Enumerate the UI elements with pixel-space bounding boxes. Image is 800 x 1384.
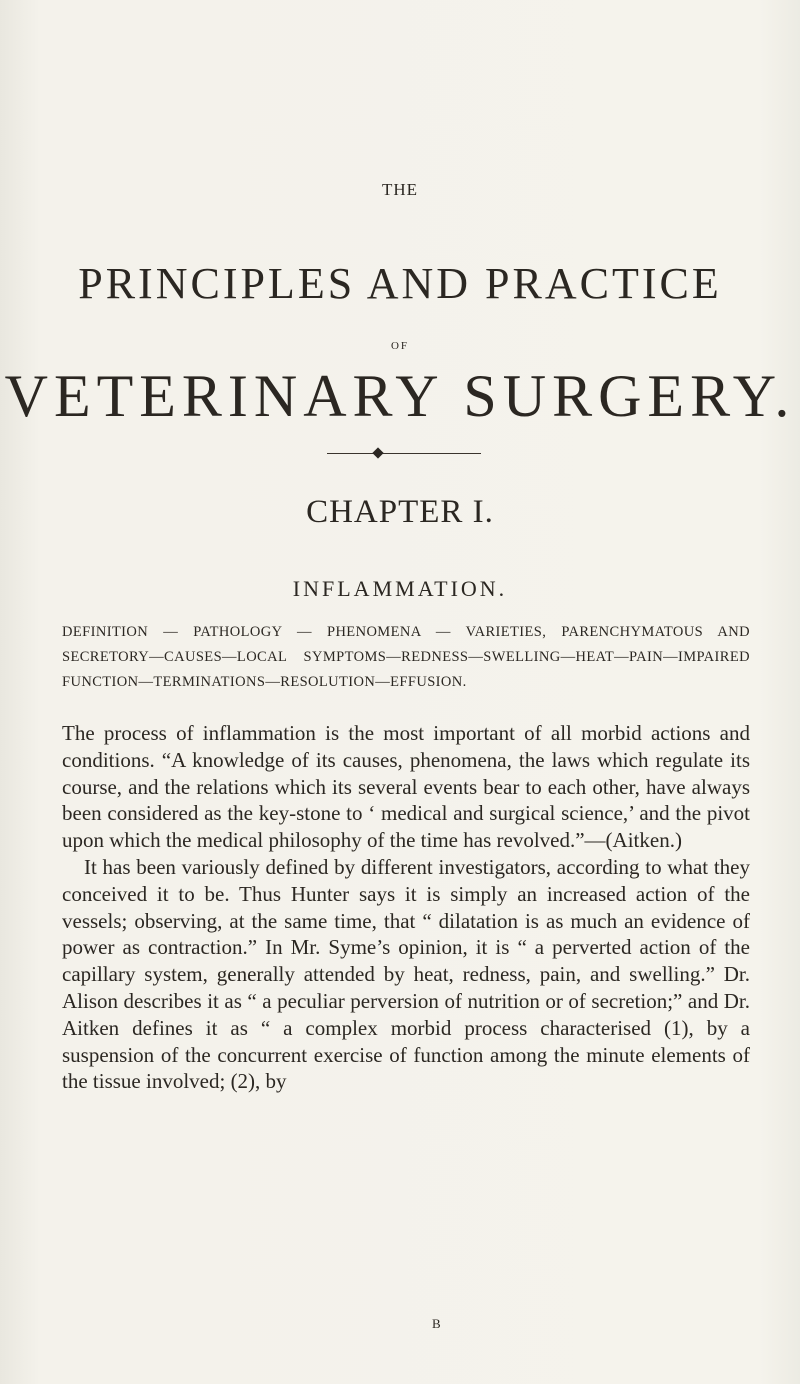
chapter-synopsis: DEFINITION — PATHOLOGY — PHENOMENA — VARIETIES, PARENCHYMATOUS AND SECRETORY—CAUSES—LOCAL SYMPTOMS—REDNESS—SWELLING—HEAT—PAIN—IMPAIRED FUNCTION—TERMINATIONS—RESOLUTION—EFFUSION. bbox=[62, 624, 750, 690]
title-line-veterinary: VETERINARY SURGERY. bbox=[4, 363, 796, 429]
title-of: OF bbox=[390, 340, 410, 352]
title-line-principles: PRINCIPLES AND PRACTICE bbox=[78, 259, 722, 308]
diamond-ornament-icon bbox=[372, 447, 383, 458]
chapter-heading: CHAPTER I. bbox=[306, 494, 494, 530]
paragraph: The process of inflammation is the most important of all morbid actions and conditions. “A knowledge of its causes, phenomena, the laws which regulate its course, and the relations which its several events bear to each other, have always been considered as the key-stone to ‘ medical and surgical science,’ and the pivot upon which the medical philosophy of the time has revolved.”—(Aitken.) bbox=[62, 721, 750, 853]
body-text bbox=[62, 720, 750, 1095]
paragraph: It has been variously defined by different investigators, according to what they conceived it to be. Thus Hunter says it is simply an increased action of the vessels; observing, at the same time, that “ dilatation is as much an evidence of power as contraction.” In Mr. Syme’s opinion, it is “ a perverted action of the capillary system, generally attended by heat, redness, pain, and swelling.” Dr. Alison describes it as “ a peculiar perversion of nutrition or of secretion;” and Dr. Aitken defines it as “ a complex morbid process characterised (1), by a suspension of the concurrent exercise of function among the minute elements of the tissue involved; (2), by bbox=[62, 854, 750, 1094]
chapter-subject: INFLAMMATION. bbox=[292, 576, 508, 601]
ornamental-rule bbox=[327, 453, 481, 454]
signature-mark: B bbox=[432, 1316, 441, 1331]
title-the: THE bbox=[381, 180, 419, 199]
